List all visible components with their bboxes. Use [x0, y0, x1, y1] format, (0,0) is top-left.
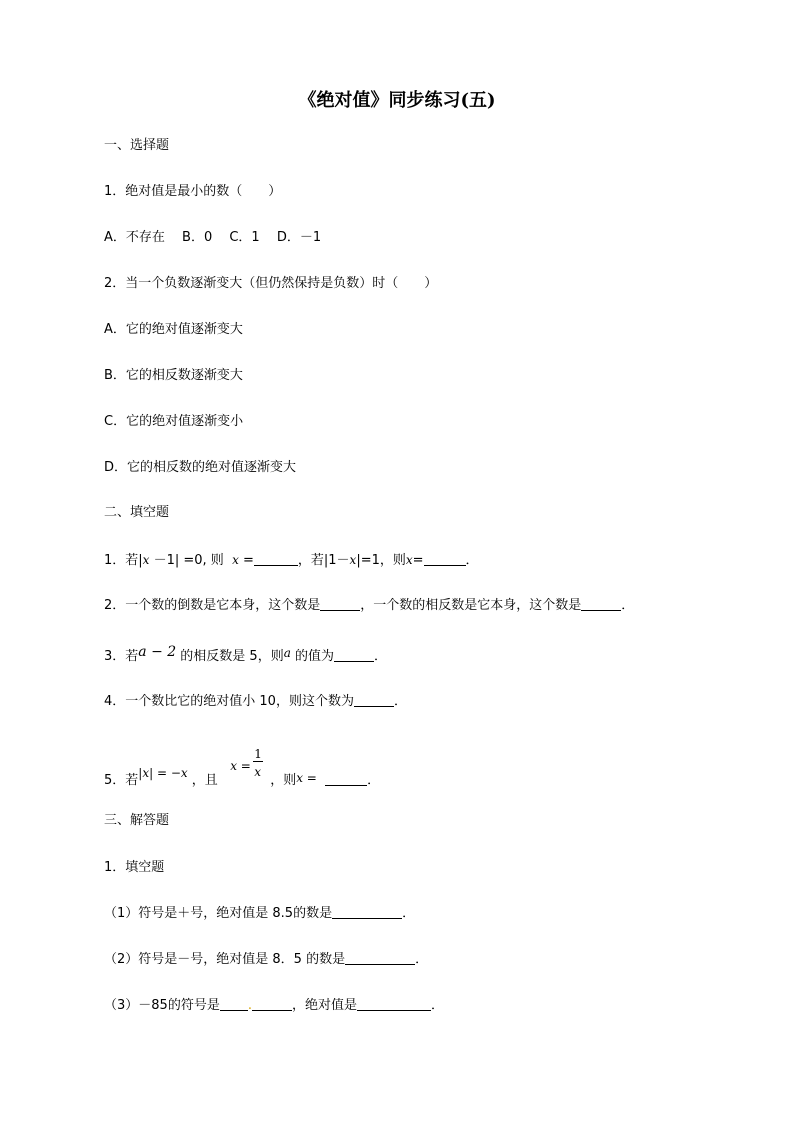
fill-question-3	[104, 646, 387, 667]
text-segment: ．	[621, 598, 635, 613]
text-segment: （1）符号是＋号，绝对值是 8.5的数是	[104, 906, 333, 921]
fill-question-1	[104, 550, 479, 571]
text-segment: 3．若	[104, 649, 139, 664]
choice-question-1-options: A．不存在 B．0 C．1 D．－1	[104, 230, 322, 245]
answer-blank	[320, 596, 360, 611]
text-segment: （3）－85的符号是	[104, 998, 220, 1013]
text-segment: ，一个数的相反数是它本身，这个数是	[360, 598, 582, 613]
fraction-lhs: x =	[230, 759, 251, 773]
answer-blank	[357, 996, 431, 1011]
text-segment: 5．若	[104, 773, 139, 788]
math-variable: x	[405, 553, 413, 567]
math-expression: a − 2	[138, 644, 177, 660]
answer-blank	[581, 596, 621, 611]
text-segment: =	[238, 553, 254, 568]
section-heading-choice: 一、选择题	[104, 138, 170, 153]
text-segment: 1．若|	[104, 553, 143, 568]
answer-question-1: 1．填空题	[104, 860, 165, 875]
text-segment: 2．一个数的倒数是它本身，这个数是	[104, 598, 321, 613]
math-variable: a	[283, 646, 291, 660]
answer-blank	[254, 551, 298, 566]
choice-question-2-option-c: C．它的绝对值逐渐变小	[104, 414, 244, 429]
section-heading-answer: 三、解答题	[104, 813, 170, 828]
text-segment: =	[412, 553, 424, 568]
section-heading-fill: 二、填空题	[104, 505, 170, 520]
text-segment: ．	[393, 694, 407, 709]
answer-blank	[334, 647, 374, 662]
text-segment: ．	[415, 952, 429, 967]
text-segment: －1| =0, 则	[149, 553, 224, 568]
choice-question-1: 1．绝对值是最小的数（ ）	[104, 184, 282, 199]
answer-blank	[424, 551, 466, 566]
answer-blank	[332, 904, 402, 919]
answer-part-2	[104, 950, 428, 970]
text-segment: ，且	[191, 773, 218, 788]
text-segment: ．	[402, 906, 416, 921]
text-segment: ．	[465, 553, 479, 568]
text-segment: ，绝对值是	[291, 998, 357, 1013]
choice-question-2-option-a: A．它的绝对值逐渐变大	[104, 322, 243, 337]
answer-dot: .	[247, 998, 252, 1013]
text-segment: 4．一个数比它的绝对值小 10，则这个数为	[104, 694, 354, 709]
math-variable: x	[232, 553, 239, 567]
text-segment: ，若|1－	[297, 553, 350, 568]
answer-blank	[220, 996, 248, 1011]
text-segment: ．	[374, 649, 388, 664]
fill-question-4	[104, 692, 407, 712]
page-title: 《绝对值》同步练习(五)	[298, 90, 496, 111]
text-segment: ．	[367, 773, 381, 788]
answer-blank	[354, 692, 394, 707]
answer-blank	[345, 950, 415, 965]
answer-part-1	[104, 904, 415, 924]
fraction-equation	[230, 747, 270, 784]
math-expression: x =	[296, 771, 317, 785]
text-segment: ．	[430, 998, 444, 1013]
choice-question-2: 2．当一个负数逐渐变大（但仍然保持是负数）时（ ）	[104, 276, 438, 291]
answer-part-3	[104, 996, 444, 1016]
text-segment: 的相反数是 5，则	[176, 649, 284, 664]
text-segment: 的值为	[290, 649, 335, 664]
choice-question-2-option-b: B．它的相反数逐渐变大	[104, 368, 243, 383]
fill-question-5	[104, 747, 381, 791]
math-expression: |x| = −x	[138, 766, 188, 780]
fraction-numerator: 1	[254, 747, 262, 761]
math-variable: x	[349, 553, 357, 567]
answer-blank	[325, 771, 367, 786]
choice-question-2-option-d: D．它的相反数的绝对值逐渐变大	[104, 460, 297, 475]
fill-question-2	[104, 596, 634, 616]
text-segment: ，则	[270, 773, 297, 788]
text-segment: （2）符号是－号，绝对值是 8．5 的数是	[104, 952, 346, 967]
answer-blank	[252, 996, 292, 1011]
fraction-denominator: x	[254, 765, 261, 779]
math-variable: x	[142, 553, 150, 567]
text-segment: |=1，则	[356, 553, 406, 568]
